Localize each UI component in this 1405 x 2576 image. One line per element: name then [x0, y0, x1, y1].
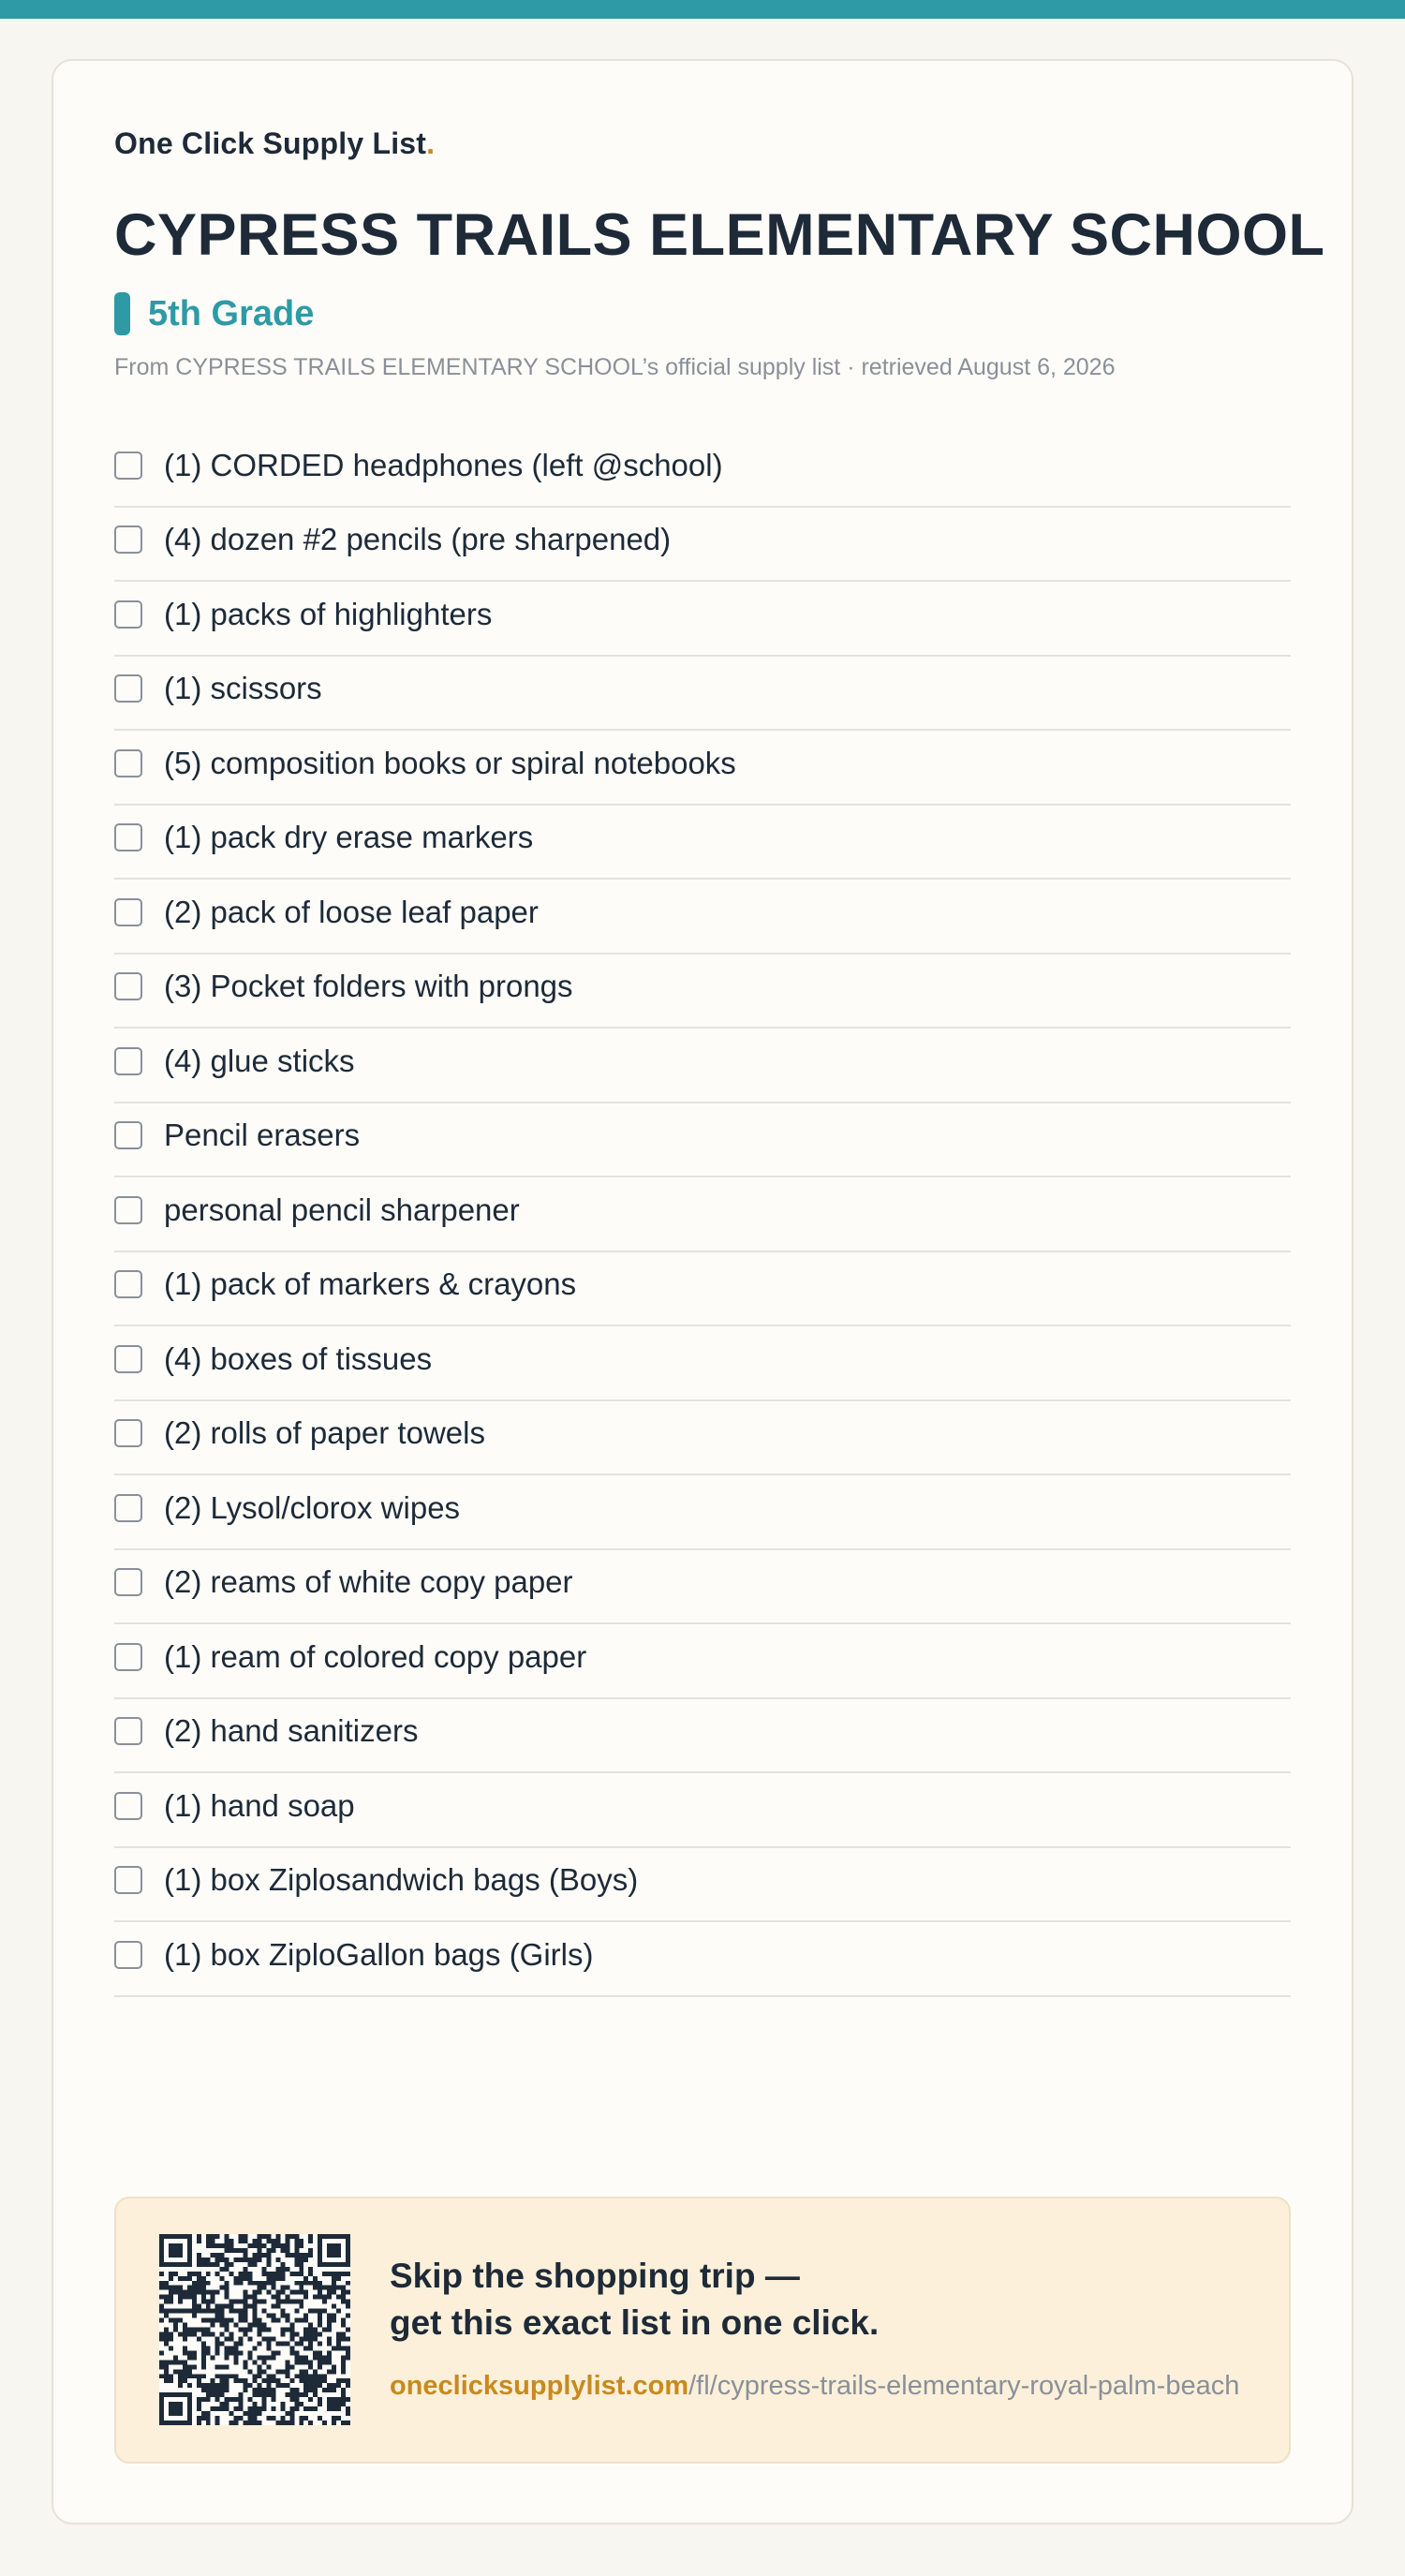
supply-item — [114, 880, 1291, 955]
item-checkbox[interactable] — [114, 674, 142, 703]
item-label: personal pencil sharpener — [164, 1192, 520, 1227]
brand-logo[interactable] — [114, 126, 435, 161]
item-checkbox[interactable] — [114, 1494, 142, 1522]
item-checkbox[interactable] — [114, 1866, 142, 1894]
promo-headline — [390, 2253, 879, 2347]
item-checkbox[interactable] — [114, 1196, 142, 1224]
brand-name: One Click Supply List — [114, 126, 427, 160]
item-checkbox[interactable] — [114, 749, 142, 777]
supply-items-list — [114, 433, 1291, 1997]
supply-item — [114, 1029, 1291, 1103]
item-label: (1) packs of highlighters — [164, 596, 493, 631]
item-checkbox[interactable] — [114, 1941, 142, 1969]
item-label: (1) scissors — [164, 671, 322, 706]
supply-item — [114, 1475, 1291, 1550]
item-label: (2) rolls of paper towels — [164, 1415, 485, 1451]
item-label: (1) pack dry erase markers — [164, 820, 534, 855]
qr-code-icon[interactable] — [159, 2234, 350, 2425]
item-label: (4) boxes of tissues — [164, 1340, 433, 1376]
school-title: CYPRESS TRAILS ELEMENTARY SCHOOL — [114, 202, 1325, 268]
item-checkbox[interactable] — [114, 1345, 142, 1373]
item-checkbox[interactable] — [114, 452, 142, 480]
item-label: (1) box Ziplosandwich bags (Boys) — [164, 1862, 639, 1898]
item-label: (2) pack of loose leaf paper — [164, 894, 539, 929]
supply-item — [114, 1624, 1291, 1699]
supply-item — [114, 1103, 1291, 1178]
item-checkbox[interactable] — [114, 1568, 142, 1596]
item-label: Pencil erasers — [164, 1118, 361, 1153]
item-label: (3) Pocket folders with prongs — [164, 969, 573, 1004]
grade-heading — [114, 291, 314, 336]
item-label: (4) dozen #2 pencils (pre sharpened) — [164, 522, 672, 557]
supply-item — [114, 806, 1291, 881]
promo-box — [114, 2197, 1291, 2464]
supply-item — [114, 955, 1291, 1029]
item-label: (2) Lysol/clorox wipes — [164, 1489, 461, 1525]
supply-item — [114, 1922, 1291, 1997]
supply-item — [114, 1773, 1291, 1848]
item-label: (5) composition books or spiral notebooks — [164, 745, 736, 780]
item-checkbox[interactable] — [114, 898, 142, 926]
promo-headline-line1: Skip the shopping trip — — [390, 2257, 800, 2295]
supply-item — [114, 657, 1291, 732]
item-checkbox[interactable] — [114, 1121, 142, 1149]
top-accent-bar — [0, 0, 1405, 19]
supply-item — [114, 508, 1291, 583]
item-checkbox[interactable] — [114, 823, 142, 851]
item-checkbox[interactable] — [114, 972, 142, 1000]
promo-url-path: /fl/cypress-trails-elementary-royal-palm-beach — [688, 2371, 1240, 2401]
supply-item — [114, 1550, 1291, 1625]
supply-item — [114, 1177, 1291, 1252]
supply-item — [114, 1699, 1291, 1774]
item-checkbox[interactable] — [114, 526, 142, 554]
supply-item — [114, 1326, 1291, 1401]
item-label: (2) hand sanitizers — [164, 1713, 419, 1749]
supply-item — [114, 731, 1291, 806]
item-label: (4) glue sticks — [164, 1043, 355, 1078]
promo-headline-line2: get this exact list in one click. — [390, 2303, 880, 2342]
item-label: (1) box ZiploGallon bags (Girls) — [164, 1936, 594, 1972]
promo-url-domain: oneclicksupplylist.com — [390, 2371, 689, 2401]
item-label: (1) pack of markers & crayons — [164, 1266, 577, 1302]
item-checkbox[interactable] — [114, 1717, 142, 1745]
item-checkbox[interactable] — [114, 1419, 142, 1447]
brand-dot: . — [426, 126, 436, 160]
item-checkbox[interactable] — [114, 1792, 142, 1820]
item-checkbox[interactable] — [114, 1270, 142, 1298]
item-checkbox[interactable] — [114, 1643, 142, 1671]
grade-marker — [114, 292, 130, 335]
item-label: (1) CORDED headphones (left @school) — [164, 447, 723, 482]
item-checkbox[interactable] — [114, 600, 142, 629]
item-label: (1) ream of colored copy paper — [164, 1638, 587, 1674]
grade-label: 5th Grade — [148, 293, 315, 333]
supply-item — [114, 1401, 1291, 1476]
source-note: From CYPRESS TRAILS ELEMENTARY SCHOOL’s official supply list · retrieved August 6, 2026 — [114, 354, 1116, 380]
promo-link[interactable] — [390, 2371, 1239, 2402]
supply-list-card — [52, 59, 1353, 2524]
item-label: (1) hand soap — [164, 1787, 355, 1823]
item-label: (2) reams of white copy paper — [164, 1564, 573, 1600]
supply-item — [114, 582, 1291, 657]
supply-item — [114, 1848, 1291, 1923]
supply-item — [114, 1252, 1291, 1327]
supply-item — [114, 433, 1291, 508]
item-checkbox[interactable] — [114, 1047, 142, 1075]
